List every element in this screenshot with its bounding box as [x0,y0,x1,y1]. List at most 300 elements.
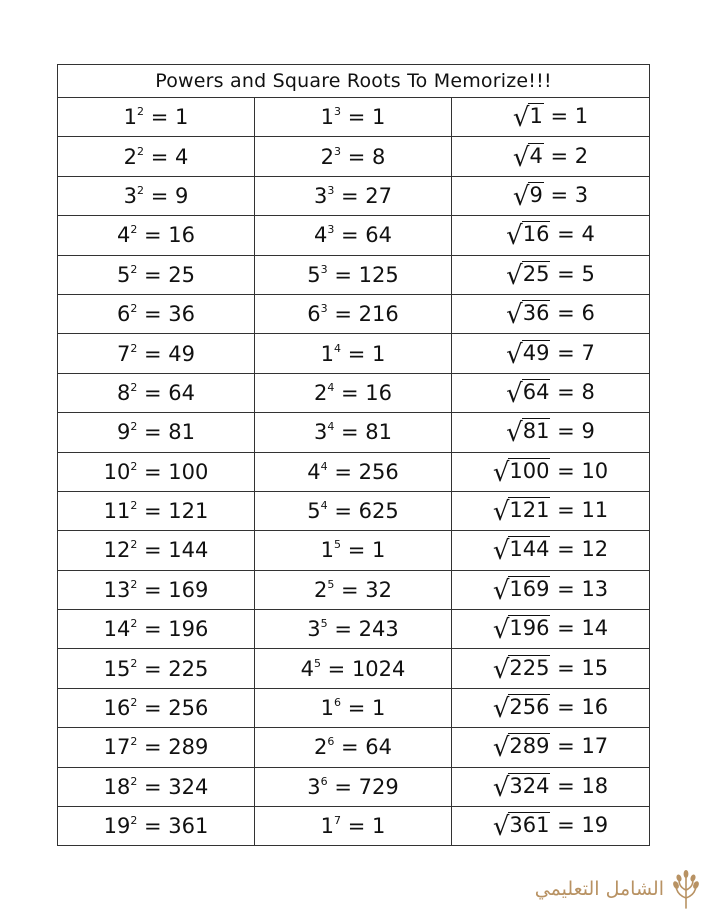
result: 18 [581,773,609,798]
square-expression: $12^2 = 144$ [103,538,209,563]
radicand: 289 [509,734,550,759]
result: 1 [174,105,189,130]
table-row [58,767,650,806]
radical-sign-icon: √ [492,694,510,725]
radical-sign-icon: √ [512,142,530,173]
result: 36 [168,302,196,327]
radicand: 100 [509,458,550,483]
power-cell [255,137,452,176]
result: 25 [168,262,196,287]
power-expression: $1^6 = 1$ [320,696,386,721]
root-cell [452,452,650,491]
result: 9 [174,183,189,208]
table-body [58,98,650,846]
base: 17 [103,735,131,760]
watermark-text: الشامل التعليمي [534,878,664,900]
table-row [58,491,650,530]
square-expression: $9^2 = 81$ [116,420,196,445]
power-cell [255,413,452,452]
result: 1 [371,105,386,130]
root-expression: √25 = 5 [506,260,595,291]
power-expression: $5^4 = 625$ [307,499,399,524]
radicand: 144 [509,537,550,562]
square-cell [58,531,255,570]
square-cell [58,807,255,846]
exponent: 2 [130,223,138,237]
exponent: 2 [130,814,138,828]
base: 1 [320,341,335,366]
power-cell [255,294,452,333]
power-expression: $2^5 = 32$ [313,577,393,602]
base: 6 [116,302,131,327]
radical-sign-icon: √ [506,378,523,409]
base: 3 [313,183,328,208]
exponent: 2 [130,577,138,591]
root-cell [452,728,650,767]
exponent: 2 [130,774,138,788]
root-cell [452,294,650,333]
result: 1 [371,538,386,563]
radical-sign-icon: √ [506,221,523,252]
square-expression: $7^2 = 49$ [116,341,196,366]
power-expression: $2^6 = 64$ [313,735,393,760]
base: 3 [307,617,321,642]
exponent: 5 [320,617,328,631]
power-expression: $3^4 = 81$ [313,420,393,445]
root-cell [452,688,650,727]
result: 243 [358,617,399,642]
result: 13 [581,576,609,601]
radical-sign-icon: √ [512,103,530,134]
root-expression: √9 = 3 [512,181,589,212]
radical-sign-icon: √ [492,536,510,567]
exponent: 3 [320,302,328,316]
root-expression: √36 = 6 [506,300,595,331]
square-cell [58,216,255,255]
radicand: 256 [509,695,550,720]
square-expression: $17^2 = 289$ [103,735,209,760]
exponent: 2 [137,105,145,119]
result: 1 [371,696,386,721]
result: 15 [581,655,609,680]
base: 2 [313,577,328,602]
base: 4 [300,656,314,681]
result: 196 [168,617,209,642]
root-cell [452,334,650,373]
square-expression: $16^2 = 256$ [103,696,209,721]
root-cell [452,767,650,806]
square-expression: $2^2 = 4$ [123,144,189,169]
power-expression: $2^4 = 16$ [313,380,393,405]
radical-sign-icon: √ [492,812,510,843]
base: 3 [313,420,328,445]
base: 7 [116,341,131,366]
square-cell [58,649,255,688]
result: 6 [581,301,595,326]
power-cell [255,452,452,491]
exponent: 4 [320,499,328,513]
square-expression: $6^2 = 36$ [116,302,196,327]
table-title: Powers and Square Roots To Memorize!!! [58,65,650,98]
result: 9 [581,419,595,444]
base: 1 [320,814,335,839]
title-row [58,65,650,98]
table-row [58,531,650,570]
root-cell [452,137,650,176]
root-expression: √4 = 2 [512,142,589,173]
radicand: 121 [509,498,550,523]
radicand: 49 [522,340,550,365]
result: 729 [358,774,399,799]
exponent: 3 [327,223,335,237]
square-expression: $5^2 = 25$ [116,262,196,287]
root-cell [452,216,650,255]
square-expression: $13^2 = 169$ [103,577,209,602]
power-expression: $6^3 = 216$ [307,302,399,327]
radicand: 81 [522,419,550,444]
square-cell [58,610,255,649]
square-expression: $8^2 = 64$ [116,380,196,405]
exponent: 2 [130,341,138,355]
radical-sign-icon: √ [506,339,523,370]
radical-sign-icon: √ [492,654,510,685]
exponent: 6 [334,696,342,710]
power-cell [255,334,452,373]
exponent: 2 [130,262,138,276]
power-cell [255,570,452,609]
root-expression: √169 = 13 [492,575,609,606]
exponent: 2 [130,656,138,670]
result: 1024 [351,656,406,681]
base: 3 [123,183,138,208]
power-expression: $1^7 = 1$ [320,814,386,839]
power-cell [255,98,452,137]
exponent: 2 [130,302,138,316]
base: 12 [103,538,131,563]
square-cell [58,373,255,412]
square-cell [58,570,255,609]
root-cell [452,373,650,412]
root-cell [452,531,650,570]
result: 64 [365,223,393,248]
root-expression: √324 = 18 [492,772,609,803]
result: 1 [371,341,386,366]
radicand: 9 [529,182,543,207]
base: 4 [313,223,328,248]
power-cell [255,176,452,215]
power-expression: $1^5 = 1$ [320,538,386,563]
table-row [58,294,650,333]
root-cell [452,610,650,649]
square-expression: $18^2 = 324$ [103,774,209,799]
root-expression: √256 = 16 [492,694,609,725]
power-expression: $3^3 = 27$ [313,183,393,208]
base: 5 [307,499,321,524]
square-cell [58,728,255,767]
base: 10 [103,459,131,484]
root-expression: √121 = 11 [492,497,609,528]
exponent: 2 [130,420,138,434]
exponent: 6 [320,774,328,788]
table-row [58,807,650,846]
powers-table [57,64,650,846]
exponent: 3 [327,183,335,197]
root-cell [452,649,650,688]
power-cell [255,531,452,570]
base: 3 [307,774,321,799]
power-cell [255,728,452,767]
power-cell [255,688,452,727]
base: 1 [123,105,138,130]
square-cell [58,137,255,176]
square-cell [58,176,255,215]
base: 4 [116,223,131,248]
table-row [58,334,650,373]
radical-sign-icon: √ [506,418,523,449]
result: 361 [168,814,209,839]
square-expression: $15^2 = 225$ [103,656,209,681]
plant-logo-icon [668,868,704,910]
table-row [58,98,650,137]
exponent: 2 [130,617,138,631]
root-expression: √1 = 1 [512,103,589,134]
square-cell [58,688,255,727]
radicand: 324 [509,773,550,798]
base: 5 [307,262,321,287]
exponent: 2 [130,696,138,710]
result: 16 [168,223,196,248]
root-cell [452,176,650,215]
radicand: 64 [522,379,550,404]
power-expression: $4^4 = 256$ [307,459,399,484]
result: 49 [168,341,196,366]
power-expression: $5^3 = 125$ [307,262,399,287]
table-row [58,255,650,294]
power-expression: $1^4 = 1$ [320,341,386,366]
base: 4 [307,459,321,484]
square-expression: $11^2 = 121$ [103,499,209,524]
exponent: 6 [327,735,335,749]
radical-sign-icon: √ [492,733,510,764]
power-cell [255,255,452,294]
base: 16 [103,696,131,721]
exponent: 3 [334,105,342,119]
result: 4 [581,222,595,247]
square-expression: $1^2 = 1$ [123,105,189,130]
result: 8 [581,379,595,404]
base: 2 [313,380,328,405]
base: 8 [116,380,131,405]
square-cell [58,491,255,530]
table-row [58,570,650,609]
result: 3 [574,182,589,207]
base: 1 [320,696,335,721]
exponent: 2 [130,380,138,394]
root-expression: √289 = 17 [492,733,609,764]
result: 4 [174,144,189,169]
root-expression: √49 = 7 [506,339,595,370]
table-row [58,216,650,255]
base: 1 [320,538,335,563]
result: 16 [365,380,393,405]
exponent: 2 [137,144,145,158]
result: 17 [581,734,609,759]
result: 125 [358,262,399,287]
table-row [58,176,650,215]
result: 14 [581,616,609,641]
exponent: 4 [320,459,328,473]
power-cell [255,807,452,846]
base: 14 [103,617,131,642]
exponent: 3 [334,144,342,158]
radical-sign-icon: √ [506,260,523,291]
radical-sign-icon: √ [492,772,510,803]
base: 9 [116,420,131,445]
square-expression: $10^2 = 100$ [103,459,209,484]
radicand: 16 [522,222,550,247]
result: 100 [168,459,209,484]
root-cell [452,807,650,846]
square-expression: $4^2 = 16$ [116,223,196,248]
base: 2 [313,735,328,760]
root-expression: √361 = 19 [492,812,609,843]
power-expression: $3^6 = 729$ [307,774,399,799]
radical-sign-icon: √ [512,181,530,212]
root-expression: √100 = 10 [492,457,609,488]
square-cell [58,452,255,491]
exponent: 2 [137,183,145,197]
radicand: 1 [529,104,543,129]
result: 256 [358,459,399,484]
base: 15 [103,656,131,681]
radicand: 4 [529,143,543,168]
table-row [58,728,650,767]
result: 216 [358,302,399,327]
power-expression: $4^5 = 1024$ [300,656,406,681]
exponent: 2 [130,459,138,473]
root-expression: √16 = 4 [506,221,595,252]
exponent: 4 [327,380,335,394]
square-cell [58,255,255,294]
table-row [58,373,650,412]
power-expression: $4^3 = 64$ [313,223,393,248]
table-row [58,610,650,649]
result: 225 [168,656,209,681]
result: 2 [574,143,589,168]
result: 289 [168,735,209,760]
exponent: 7 [334,814,342,828]
power-expression: $3^5 = 243$ [307,617,399,642]
power-cell [255,767,452,806]
radical-sign-icon: √ [492,615,510,646]
result: 12 [581,537,609,562]
result: 64 [168,380,196,405]
root-expression: √196 = 14 [492,615,609,646]
square-cell [58,98,255,137]
result: 11 [581,498,609,523]
base: 18 [103,774,131,799]
result: 5 [581,261,595,286]
result: 1 [371,814,386,839]
base: 1 [320,105,335,130]
radicand: 25 [522,261,550,286]
power-cell [255,216,452,255]
exponent: 3 [320,262,328,276]
result: 16 [581,695,609,720]
table-row [58,452,650,491]
result: 144 [168,538,209,563]
power-expression: $2^3 = 8$ [320,144,386,169]
watermark [514,866,704,912]
table-row [58,413,650,452]
root-expression: √64 = 8 [506,378,595,409]
square-cell [58,334,255,373]
table-row [58,688,650,727]
result: 81 [168,420,196,445]
root-expression: √144 = 12 [492,536,609,567]
base: 19 [103,814,131,839]
radicand: 169 [509,576,550,601]
exponent: 5 [327,577,335,591]
result: 256 [168,696,209,721]
power-expression: $1^3 = 1$ [320,105,386,130]
radical-sign-icon: √ [492,575,510,606]
square-expression: $14^2 = 196$ [103,617,209,642]
result: 19 [581,813,609,838]
result: 7 [581,340,595,365]
base: 2 [123,144,138,169]
exponent: 4 [327,420,335,434]
result: 10 [581,458,609,483]
exponent: 2 [130,735,138,749]
base: 6 [307,302,321,327]
result: 121 [168,499,209,524]
result: 169 [168,577,209,602]
radicand: 36 [522,301,550,326]
power-cell [255,491,452,530]
result: 324 [168,774,209,799]
root-cell [452,98,650,137]
base: 5 [116,262,131,287]
base: 13 [103,577,131,602]
table-row [58,137,650,176]
exponent: 2 [130,538,138,552]
square-cell [58,294,255,333]
power-cell [255,373,452,412]
result: 32 [365,577,393,602]
root-expression: √225 = 15 [492,654,609,685]
result: 625 [358,499,399,524]
exponent: 4 [334,341,342,355]
root-cell [452,255,650,294]
square-cell [58,767,255,806]
square-cell [58,413,255,452]
table-row [58,649,650,688]
root-cell [452,491,650,530]
power-cell [255,649,452,688]
radical-sign-icon: √ [506,300,523,331]
radicand: 225 [509,655,550,680]
root-cell [452,570,650,609]
exponent: 5 [313,656,321,670]
base: 2 [320,144,335,169]
radical-sign-icon: √ [492,497,510,528]
radical-sign-icon: √ [492,457,510,488]
radicand: 361 [509,813,550,838]
result: 81 [365,420,393,445]
result: 64 [365,735,393,760]
result: 8 [371,144,386,169]
